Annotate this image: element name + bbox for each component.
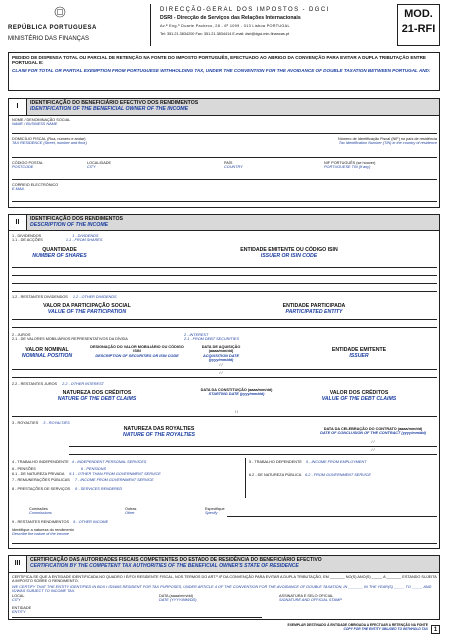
value-header: VALOR DOS CRÉDITOS VALUE OF THE DEBT CLAIMS bbox=[321, 390, 397, 402]
dividends-label: 1 - DIVIDENDOS 1 - DIVIDENDS 1.1 - DE ACÇÕES 1.1 - FROM SHARES bbox=[12, 234, 103, 243]
intro-en: CLAIM FOR TOTAL OR PARTIAL EXEMPTION FROM PORTUGUESE WITHHOLDING TAX, UNDER THE CONVENTION FOR THE AVOIDANCE OF DOUBLE TAXATION BETWEEN PORTUGAL AND: bbox=[12, 67, 431, 73]
const-date-1[interactable]: / / bbox=[234, 410, 239, 414]
form-code: 21-RFI bbox=[401, 22, 436, 35]
section-3-number: III bbox=[9, 556, 27, 573]
contract-date-1[interactable]: / / bbox=[371, 440, 375, 444]
dgci-subtitle: DSRI - Direcção de Serviços das Relações Internacionais bbox=[160, 15, 301, 21]
participation-row-2[interactable] bbox=[12, 327, 437, 328]
email-field[interactable] bbox=[12, 201, 437, 202]
acq-date-header: DATA DE AQUISIÇÃO (aaaa/mm/dd) ACQUISITION DATE (yyyy/mm/dd) bbox=[201, 345, 241, 363]
commissions-label: Comissões Commissions bbox=[29, 507, 52, 516]
intro-box bbox=[8, 52, 440, 91]
ministry-title: MINISTÉRIO DAS FINANÇAS bbox=[8, 36, 90, 42]
page-number: 1 bbox=[431, 625, 440, 634]
debt-row-1[interactable] bbox=[12, 369, 437, 370]
interest-label-en: 2 - INTEREST 2.1 - FROM DEBT SECURITIES bbox=[184, 333, 239, 342]
const-date-header: DATA DA CONSTITUIÇÃO (aaaa/mm/dd) STARTING DATE (yyyy/mm/dd) bbox=[200, 388, 273, 397]
form-code-box bbox=[397, 4, 440, 46]
nominal-header: VALOR NOMINAL NOMINAL POSITION bbox=[21, 347, 73, 359]
section-1-header bbox=[27, 99, 439, 116]
specify-label: Especifique Specify bbox=[205, 507, 225, 516]
pt-nif-label: NIF PORTUGUÊS (se houver) PORTUGUESE TIN (if any) bbox=[324, 161, 376, 170]
qty-header: QUANTIDADE NUMBER OF SHARES bbox=[32, 247, 87, 259]
shares-row-3[interactable] bbox=[12, 283, 437, 284]
section-1-title: IDENTIFICAÇÃO DO BENEFICIÁRIO EFECTIVO DOS RENDIMENTOS bbox=[30, 100, 199, 106]
issuer-header: ENTIDADE EMITENTE OU CÓDIGO ISIN ISSUER OR ISIN CODE bbox=[240, 247, 338, 259]
postal-label: CÓDIGO POSTAL POSTCODE bbox=[12, 161, 44, 170]
specify-field[interactable] bbox=[227, 516, 437, 517]
royalties-row-2[interactable] bbox=[69, 454, 437, 455]
nif-label: Número de Identificação Fiscal (NIF) no país de residência Tax Identification Number (TIN) in the country of residence bbox=[338, 137, 437, 146]
local-label: LOCAL CITY bbox=[12, 594, 25, 603]
footer-text: EXEMPLAR DESTINADO À ENTIDADE OBRIGADA A EFECTUAR A RETENÇÃO NA FONTE COPY FOR THE ENTITY OBLIGED TO WITHHOLD TAX bbox=[287, 623, 428, 631]
section-2 bbox=[8, 214, 440, 549]
address-field[interactable] bbox=[12, 157, 437, 158]
other-label: Outras Other bbox=[125, 507, 137, 516]
intro-pt: PEDIDO DE DISPENSA TOTAL OU PARCIAL DE RETENÇÃO NA FONTE DO IMPOSTO PORTUGUÊS, EFECTUADO AO ABRIGO DA CONVENÇÃO PARA EVITAR A DUPLA TRIBUTAÇÃO ENTRE PORTUGAL E: bbox=[12, 55, 426, 66]
name-label: NOME / DENOMINAÇÃO SOCIAL NAME / BUSINESS NAME bbox=[12, 118, 71, 127]
other-income-field[interactable] bbox=[12, 543, 437, 544]
country-label: PAÍS COUNTRY bbox=[224, 161, 243, 170]
section-1 bbox=[8, 98, 440, 208]
address-label: DOMICÍLIO FISCAL (Rua, número e andar) TAX RESIDENCE (Street, number and floor) bbox=[12, 137, 87, 146]
interest-label: 2 - JUROS 2.1 - DE VALORES MOBILIÁRIOS REPRESENTATIVOS DA DÍVIDA bbox=[12, 333, 128, 342]
cert-entity-label: ENTIDADE ENTITY bbox=[12, 606, 32, 615]
other-dividends-label: 1.2 - RESTANTES DIVIDENDOS 1.2 - OTHER DIVIDENDS bbox=[12, 295, 117, 299]
section-3-title: CERTIFICAÇÃO DAS AUTORIDADES FISCAIS COMPETENTES DO ESTADO DE RESIDÊNCIA DO BENEFICIÁRIO EFECTIVO bbox=[30, 557, 322, 563]
signature-label: ASSINATURA E SELO OFICIAL SIGNATURE AND OFFICIAL STAMP bbox=[279, 594, 342, 603]
nature-header: NATUREZA DOS CRÉDITOS NATURE OF THE DEBT CLAIMS bbox=[57, 390, 137, 402]
acq-date-1[interactable]: / / bbox=[219, 363, 223, 367]
income-types-right: 5 - TRABALHO DEPENDENTE 5 - INCOME FROM EMPLOYMENT 6.2 - DE NATUREZA PÚBLICA 6.2 - FROM GOVERNMENT SERVICE bbox=[249, 460, 371, 478]
section-2-title: IDENTIFICAÇÃO DOS RENDIMENTOS bbox=[30, 216, 123, 222]
section-1-title-en: IDENTIFICATION OF THE BENEFICIAL OWNER OF THE INCOME bbox=[30, 105, 189, 112]
postal-locality-field[interactable] bbox=[12, 179, 437, 180]
other-income-label: 9 - RESTANTES RENDIMENTOS 9 - OTHER INCOME bbox=[12, 520, 109, 524]
claims-row-1[interactable] bbox=[12, 416, 437, 417]
dgci-title: DIRECÇÃO-GERAL DOS IMPOSTOS - DGCI bbox=[160, 7, 330, 13]
republic-title: REPÚBLICA PORTUGUESA bbox=[8, 25, 97, 31]
debt-row-2[interactable] bbox=[12, 377, 437, 378]
dgci-address: Av.ª Eng.º Duarte Pacheco, 28 - 6º 1099 - 013 Lisboa PORTUGAL bbox=[160, 24, 290, 28]
designation-header: DESIGNAÇÃO DO VALOR MOBILIÁRIO OU CÓDIGO ISIN DESCRIPTION OF SECURITIES OR ISIN CODE bbox=[90, 345, 184, 358]
participated-entity-header: ENTIDADE PARTICIPADA PARTICIPATED ENTITY bbox=[282, 303, 346, 315]
section-1-number: I bbox=[9, 99, 27, 116]
participation-row-1[interactable] bbox=[12, 319, 437, 320]
royalties-nature-header: NATUREZA DAS ROYALTIES NATURE OF THE ROYALTIES bbox=[122, 426, 196, 438]
section-2-number: II bbox=[9, 215, 27, 231]
identify-label: Identifique a natureza do rendimento Describe the nature of the income bbox=[12, 528, 74, 537]
name-field[interactable] bbox=[12, 133, 437, 134]
contract-date-2[interactable]: / / bbox=[371, 448, 375, 452]
section-3-header bbox=[27, 556, 439, 573]
email-label: CORREIO ELECTRÓNICO E-MAIL bbox=[12, 183, 59, 192]
cert-text: CERTIFICA-SE QUE A ENTIDADE IDENTIFICADA NO QUADRO I É/FOI RESIDENTE FISCAL, NOS TERMOS DO ART.º 4º DA CONVENÇÃO PARA EVITAR A DUPLA TRIBUTAÇÃO, EM _______ NO(S) ANO(S) _____ A _______ ESTANDO SUJEITA A IMPOSTO SOBRE O RENDIMENTO. WE CERTIFY THAT THE ENTITY IDENTIFIED IN BOX I IS/WAS RESIDENT FOR TAX PURPOSES, UNDER ARTICLE 4 OF THE CONVENTION FOR THE AVOIDANCE OF DOUBLE TAXATION, IN _______ IN THE YEAR(S) _____ TO _____ AND IS/WAS SUBJECT TO INCOME TAX. bbox=[12, 575, 437, 594]
coat-of-arms-icon bbox=[52, 6, 68, 18]
shares-row-4[interactable] bbox=[12, 291, 437, 292]
emit-header: ENTIDADE EMITENTE ISSUER bbox=[331, 347, 387, 359]
participation-header: VALOR DA PARTICIPAÇÃO SOCIAL VALUE OF THE PARTICIPATION bbox=[43, 303, 131, 315]
royalties-label: 3 - ROYALTIES 3 - ROYALTIES bbox=[12, 421, 70, 425]
shares-row-2[interactable] bbox=[12, 275, 437, 276]
contract-date-header: DATA DA CELEBRAÇÃO DO CONTRATO (aaaa/mm/dd) DATE OF CONCLUSION OF THE CONTRACT (yyyy/mm/dd) bbox=[320, 427, 426, 436]
income-types-left: 4 - TRABALHO INDEPENDENTE 4 - INDEPENDENT PERSONAL SERVICES 6 - PENSÕES 6 - PENSIONS 6.1 - DE NATUREZA PRIVADA 6.1 - OTHER THAN FROM GOVERNMENT SERVICE 7 - REMUNERAÇÕES PÚBLICAS 7 - INCOME FROM GOVERNMENT SERVICE 8 - PRESTAÇÕES DE SERVIÇOS 8 - SERVICES RENDERED bbox=[12, 460, 161, 492]
section-2-title-en: DESCRIPTION OF THE INCOME bbox=[30, 221, 109, 228]
cert-date-label: DATA (aaaa/mm/dd) DATE (YYYY/MM/DD) bbox=[159, 594, 197, 603]
cert-entity-field[interactable] bbox=[12, 617, 262, 618]
shares-row-1[interactable] bbox=[12, 267, 437, 268]
acq-date-2[interactable]: / / bbox=[219, 371, 223, 375]
locality-label: LOCALIDADE CITY bbox=[87, 161, 112, 170]
dgci-contacts: Tel: 351.21.3834200 Fax: 351.21.3834414 E-mail: dsri@dgci.min-financas.pt bbox=[160, 32, 290, 36]
other-interest-label: 2.2 - RESTANTES JUROS 2.2 - OTHER INTEREST bbox=[12, 382, 104, 386]
section-2-header bbox=[27, 215, 439, 231]
section-3 bbox=[8, 555, 440, 620]
section-3-title-en: CERTIFICATION BY THE COMPETENT TAX AUTHORITIES OF THE BENEFICIAL OWNER'S STATE OF RESIDENCE bbox=[30, 562, 299, 569]
mod-label: MOD. bbox=[404, 8, 433, 20]
royalties-row-1[interactable] bbox=[69, 446, 437, 447]
